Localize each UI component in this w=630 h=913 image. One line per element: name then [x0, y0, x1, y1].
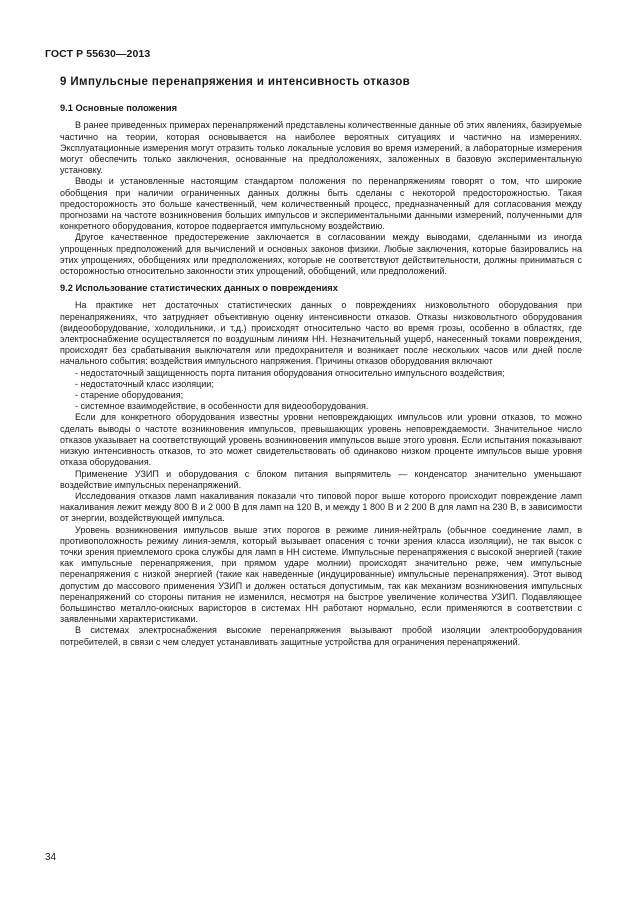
- list-item: - системное взаимодействие, в особенности для видеооборудования.: [75, 401, 369, 412]
- paragraph: Если для конкретного оборудования известны уровни неповреждающих импульсов или уровни отказов, то можно сделать выводы о частоте возникновения импульсов, превышающих уровень неповреждаемости. Значительное число отказов указывает на соответствующий уровень возникновения импульсов выше этого уровня. Если испытания показывают низкую интенсивность отказов, то это может свидетельствовать об одинаково низком проценте импульсов выше уровня отказа оборудования.: [60, 412, 582, 468]
- paragraph: На практике нет достаточных статистических данных о повреждениях низковольтного оборудования при перенапряжениях, что затрудняет объективную оценку интенсивности отказов. Отказы низковольтного оборудования (видеооборудование, холодильники, и т.д.) происходят относительно часто во время грозы, особенно в областях, где электроснабжение осуществляется по воздушным линиям НН. Незначительный ущерб, нанесенный токами повреждения, происходят без срабатывания выключателя или предохранителя и возникает после нескольких часов или дней после начального события: воздействия импульсного напряжения. Причины отказов оборудования включают: [60, 300, 582, 367]
- subsection-title-9-1: 9.1 Основные положения: [60, 103, 178, 114]
- page-number: 34: [45, 852, 57, 863]
- list-item: - старение оборудования;: [75, 390, 184, 401]
- paragraph: В системах электроснабжения высокие перенапряжения вызывают пробой изоляции электрооборудования потребителей, в связи с чем следует устанавливать защитные устройства для ограничения перенапряжений.: [60, 625, 582, 647]
- paragraph: Другое качественное предостережение заключается в согласовании между выводами, сделанными из иногда упрощенных предположений для вычислений и основных законов физики. Любые заключения, которые базировались на этих упрощениях, обобщениях или предположениях, которые не соответствуют действительности, должны приниматься с осторожностью относительно законности этих упрощений, обобщений, или предположений.: [60, 232, 582, 277]
- paragraph: Исследования отказов ламп накаливания показали что типовой порог выше которого происходит повреждение ламп накаливания лежит между 800 В и 2 000 В для ламп на 120 В, и между 1 800 В и 2 200 В для ламп на 230 В, в зависимости от энергии, воздействующей импульса.: [60, 490, 582, 524]
- document-id: ГОСТ Р 55630—2013: [45, 48, 151, 60]
- paragraph: Уровень возникновения импульсов выше этих порогов в режиме линия-нейтраль (обычное соединение ламп, в противоположность режиму линия-земля, который вызывает опасения с точки зрения класса изоляции), не так высок с точки зрения приемлемого срока службы для ламп в НН системе. Импульсные перенапряжения с высокой энергией (такие как импульсные перенапряжения, при прямом ударе молнии) происходят значительно реже, чем импульсные перенапряжения с низкой энергией (такие как наведенные (индуцированные) импульсные перенапряжения). Этот вывод допустим до массового применения УЗИП и должен остаться допустимым, так как механизм возникновения импульсных перенапряжений со стороны питания не изменился, несмотря на быстрое увеличение количества УЗИП. Подавляющее большинство металло-окисных варисторов в системах НН работают нормально, если применяются в соответствии с заявленными характеристиками.: [60, 524, 582, 625]
- paragraph: В ранее приведенных примерах перенапряжений представлены количественные данные об этих явлениях, базируемые частично на теории, которая основывается на наиболее вероятных ситуациях и частично на измерениях. Эксплуатационные измерения могут отразить только локальные условия во время измерений, а лабораторные измерения могут обеспечить только заключения, основанные на предположениях, заложенных в базовую экспериментальную установку.: [60, 120, 582, 176]
- list-item: - недостаточный класс изоляции;: [75, 378, 214, 389]
- section-title: 9 Импульсные перенапряжения и интенсивность отказов: [60, 76, 411, 88]
- list-item: - недостаточный защищенность порта питания оборудования относительно импульсного воздействия;: [75, 367, 505, 378]
- page-content: [60, 77, 582, 648]
- subsection-title-9-2: 9.2 Использование статистических данных о повреждениях: [60, 283, 338, 294]
- paragraph: Применение УЗИП и оборудования с блоком питания выпрямитель — конденсатор значительно уменьшают воздействие импульсных перенапряжений.: [60, 468, 582, 490]
- paragraph: Вводы и установленные настоящим стандартом положения по перенапряжениям говорят о том, что широкие обобщения при наличии ограниченных данных должны быть сделаны с некоторой предосторожностью. Такая предосторожность это больше качественный, чем количественный процесс, предназначенный для согласования между прогнозами на частоте возникновения больших импульсов и экспериментальными данными измерений, полученными для конкретного оборудования, которое подвергается импульсному воздействию.: [60, 176, 582, 232]
